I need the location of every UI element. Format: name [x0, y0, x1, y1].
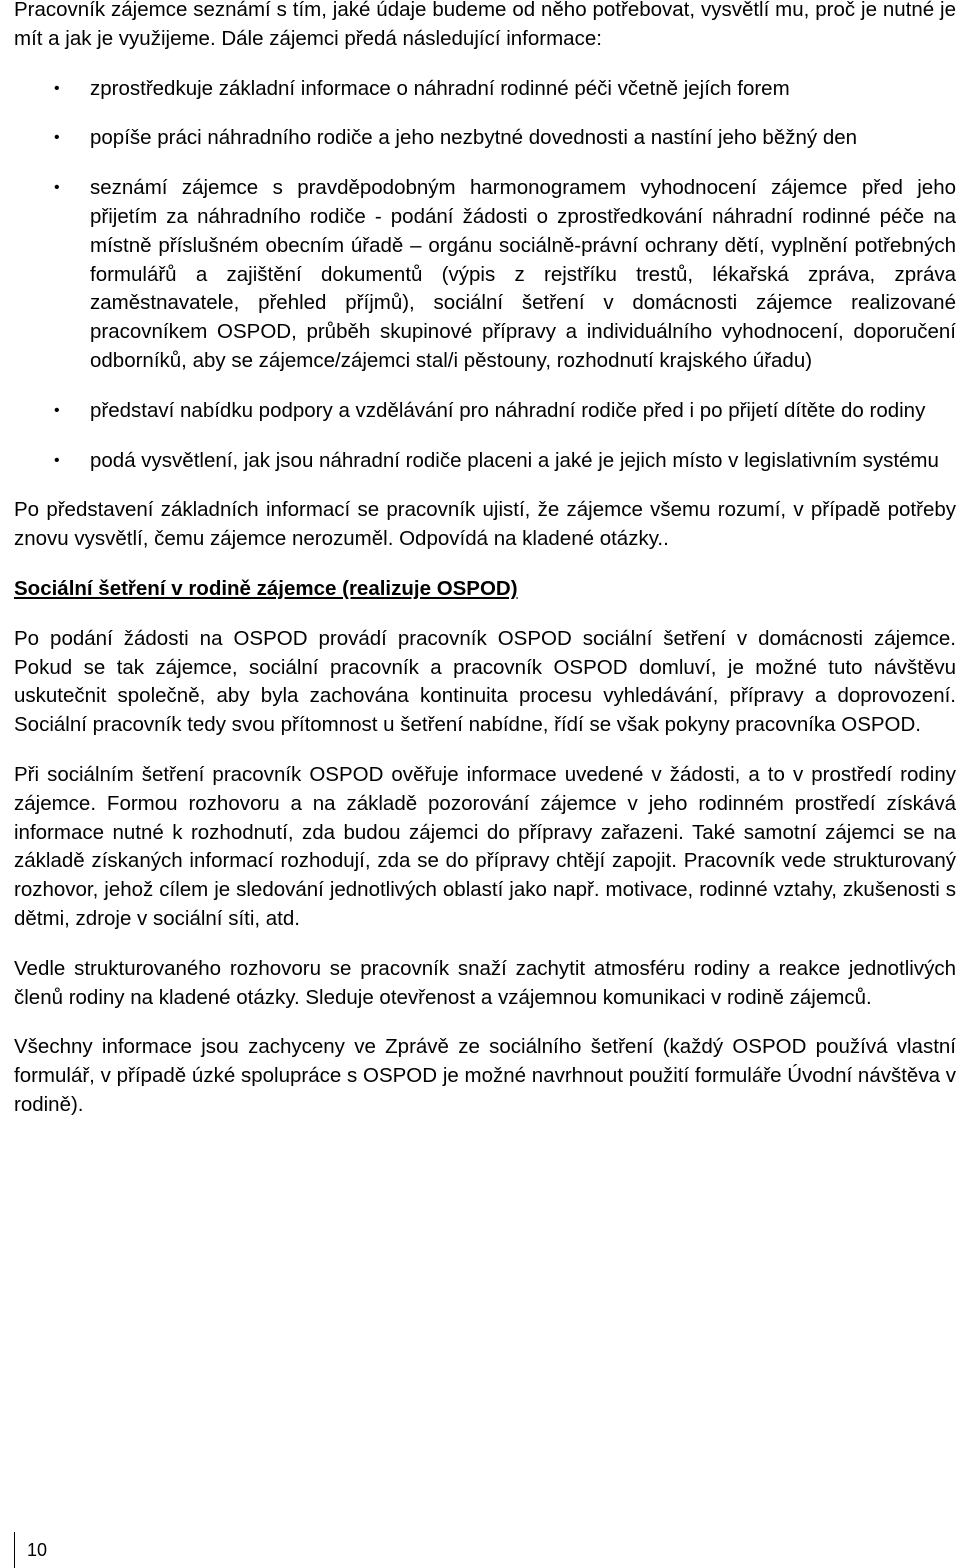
- paragraph: Všechny informace jsou zachyceny ve Zprávě ze sociálního šetření (každý OSPOD používá vlastní formulář, v případě úzké spolupráce s OSPOD je možné navrhnout použití formuláře Úvodní návštěva v rodině).: [14, 1035, 956, 1116]
- list-item: [14, 124, 956, 153]
- paragraph: Vedle strukturovaného rozhovoru se pracovník snaží zachytit atmosféru rodiny a reakce jednotlivých členů rodiny na kladené otázky. Sleduje otevřenost a vzájemnou komunikaci v rodině zájemců.: [14, 956, 956, 1009]
- after-list-paragraph: Po představení základních informací se pracovník ujistí, že zájemce všemu rozumí, v případě potřeby znovu vysvětlí, čemu zájemce nerozuměl. Odpovídá na kladené otázky..: [14, 498, 956, 551]
- document-body: [14, 0, 956, 1120]
- intro-paragraph: Pracovník zájemce seznámí s tím, jaké údaje budeme od něho potřebovat, vysvětlí mu, proč je nutné je mít a jak je využijeme. Dále zájemci předá následující informace:: [14, 0, 956, 50]
- list-item: [14, 397, 956, 426]
- list-item-text: představí nabídku podpory a vzdělávání pro náhradní rodiče před i po přijetí dítěte do rodiny: [90, 398, 926, 422]
- list-item: [14, 174, 956, 376]
- bullet-icon: •: [54, 79, 60, 97]
- list-item-text: seznámí zájemce s pravděpodobným harmonogramem vyhodnocení zájemce před jeho přijetím za náhradního rodiče - podání žádosti o zprostředkování náhradní rodinné péče na místně příslušném obecním úřadě – orgánu sociálně-právní ochrany dětí, vyplnění potřebných formulářů a zajištění dokumentů (výpis z rejstříku trestů, lékařská zpráva, zpráva zaměstnavatele, přehled příjmů), sociální šetření v domácnosti zájemce realizované pracovníkem OSPOD, průběh skupinové přípravy a individuálního vyhodnocení, doporučení odborníků, aby se zájemce/zájemci stal/i pěstouny, rozhodnutí krajského úřadu): [90, 176, 956, 372]
- paragraph: Při sociálním šetření pracovník OSPOD ověřuje informace uvedené v žádosti, a to v prostředí rodiny zájemce. Formou rozhovoru a na základě pozorování zájemce v jeho rodinném prostředí získává informace nutné k rozhodnutí, zda budou zájemci do přípravy zařazeni. Také samotní zájemci se na základě získaných informací rozhodují, zda se do přípravy chtějí zapojit. Pracovník vede strukturovaný rozhovor, jehož cílem je sledování jednotlivých oblastí jako např. motivace, rodinné vztahy, zkušenosti s dětmi, zdroje v sociální síti, atd.: [14, 762, 956, 930]
- bullet-icon: •: [54, 451, 60, 469]
- list-item: [14, 75, 956, 104]
- list-item-text: popíše práci náhradního rodiče a jeho nezbytné dovednosti a nastíní jeho běžný den: [90, 126, 858, 150]
- bullet-icon: •: [54, 129, 60, 147]
- bullet-icon: •: [54, 179, 60, 197]
- section-heading: Sociální šetření v rodině zájemce (realizuje OSPOD): [14, 576, 518, 600]
- page-number: 10: [14, 1532, 47, 1568]
- bullet-icon: •: [54, 401, 60, 419]
- list-item-text: zprostředkuje základní informace o náhradní rodinné péči včetně jejích forem: [90, 76, 790, 100]
- list-item: [14, 447, 956, 476]
- info-list: [14, 75, 956, 476]
- list-item-text: podá vysvětlení, jak jsou náhradní rodiče placeni a jaké je jejich místo v legislativním systému: [90, 448, 939, 472]
- paragraph: Po podání žádosti na OSPOD provádí pracovník OSPOD sociální šetření v domácnosti zájemce. Pokud se tak zájemce, sociální pracovník a pracovník OSPOD domluví, je možné tuto návštěvu uskutečnit společně, aby byla zachována kontinuita procesu vyhledávání, přípravy a doprovození. Sociální pracovník tedy svou přítomnost u šetření nabídne, řídí se však pokyny pracovníka OSPOD.: [14, 626, 956, 737]
